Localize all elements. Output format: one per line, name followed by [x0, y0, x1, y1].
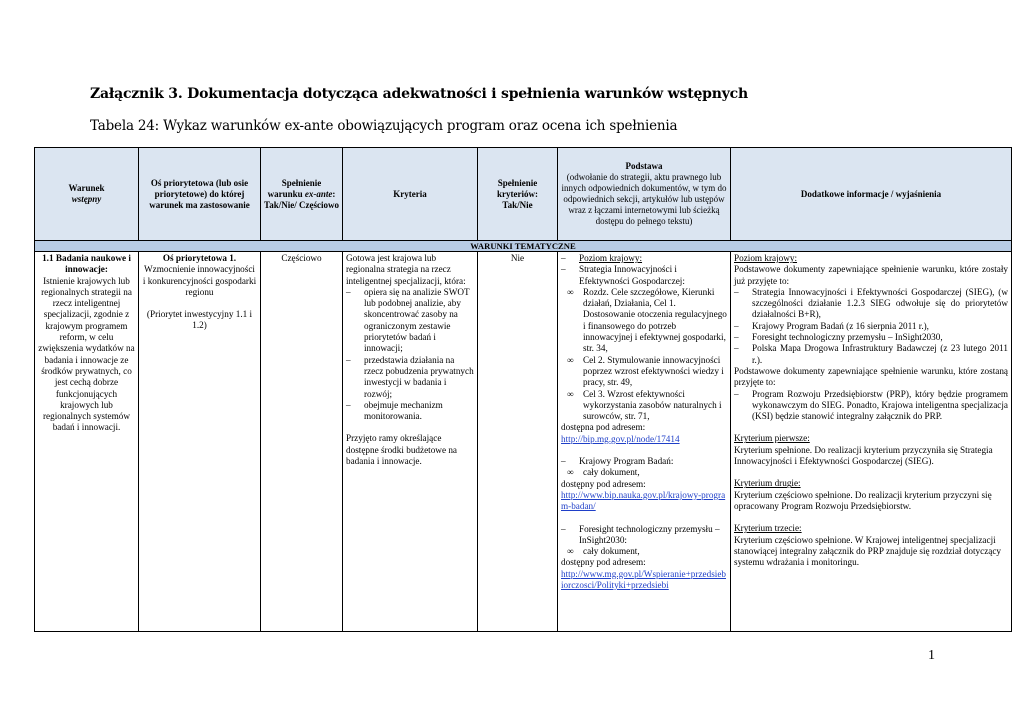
k2-title: Kryterium drugie:: [734, 478, 801, 489]
list-item: – Polska Mapa Drogowa Infrastruktury Badawczej (z 23 lutego 2011 r.).: [734, 343, 1008, 366]
header-warunek: Warunek wstępny: [35, 148, 139, 241]
list-item: – Program Rozwoju Przedsiębiorstw (PRP), który będzie programem wykonawczym do SIEG. Ponadto, Krajowa inteligentna specjalizacja (KSI) będzie stanowić integralny załącznik do PRP.: [734, 389, 1008, 423]
basis-link-3[interactable]: http://www.mg.gov.pl/Wspieranie+przedsiebiorczosci/Polityki+przedsiebi: [561, 568, 726, 591]
list-item: – Krajowy Program Badań (z 16 sierpnia 2011 r.),: [734, 321, 1008, 332]
condition-cell: [35, 252, 139, 632]
header-dodatkowe: Dodatkowe informacje / wyjaśnienia: [731, 148, 1012, 241]
k1-title: Kryterium pierwsze:: [734, 433, 810, 444]
list-item: ∞ Cel 2. Stymulowanie innowacyjności poprzez wzrost efektywności wiedzy i pracy, str. 49,: [561, 355, 727, 389]
axis-title: Oś priorytetowa 1.: [162, 253, 237, 263]
list-item: – Foresight technologiczny przemysłu – InSight2030,: [734, 332, 1008, 343]
basis-list: [561, 524, 727, 547]
axis-text: Wzmocnienie innowacyjności i konkurencyjności gospodarki regionu: [142, 264, 257, 297]
list-item: ∞ cały dokument,: [561, 467, 727, 478]
basis-sublist: [561, 287, 727, 423]
header-os: Oś priorytetowa (lub osie priorytetowe) do której warunek ma zastosowanie: [139, 148, 261, 241]
list-item: – Krajowy Program Badań:: [561, 456, 727, 467]
info-level: Poziom krajowy:: [734, 253, 798, 263]
page-number: 1: [928, 648, 935, 663]
k3-text: Kryterium częściowo spełnione. W Krajowej inteligentnej specjalizacji stanowiącej integralny załącznik do PRP znajduje się rozdział dotyczący systemu wdrażania i monitoringu.: [734, 534, 1002, 568]
criteria-intro: Gotowa jest krajowa lub regionalna strategia na rzecz inteligentnej specjalizacji, która:: [346, 253, 466, 286]
list-item: ∞ cały dokument,: [561, 546, 727, 557]
crit-fulfil-cell: Nie: [478, 252, 558, 632]
k2-text: Kryterium częściowo spełnione. Do realizacji kryterium przyczyni się opracowany Program Rozwoju Przedsiębiorstw.: [734, 489, 992, 511]
table-title: Tabela 24: Wykaz warunków ex-ante obowiązujących program oraz ocena ich spełnienia: [90, 118, 678, 134]
header-spelnienie-warunku: Spełnienie warunku ex-ante: Tak/Nie/ Częściowo: [261, 148, 343, 241]
band-row: [35, 241, 1012, 252]
list-item: – opiera się na analizie SWOT lub podobnej analizie, aby skoncentrować zasoby na ograniczonym zestawie priorytetów badań i innowacji;: [346, 287, 474, 355]
criteria-cell: [343, 252, 478, 632]
header-spelnienie-kryteriow: Spełnienie kryteriów: Tak/Nie: [478, 148, 558, 241]
list-item: ∞ Cel 3. Wzrost efektywności wykorzystania zasobów naturalnych i surowców, str. 71,: [561, 389, 727, 423]
info-cell: [731, 252, 1012, 632]
table-row: [35, 252, 1012, 632]
basis-link-1[interactable]: http://bip.mg.gov.pl/node/17414: [561, 433, 680, 444]
band-warunki-tematyczne: WARUNKI TEMATYCZNE: [35, 241, 1012, 252]
basis-avail: dostępny pod adresem:: [561, 478, 646, 489]
condition-title: 1.1 Badania naukowe i innowacje:: [42, 253, 131, 275]
criteria-outro: Przyjęto ramy określające dostępne środki budżetowe na badania i innowacje.: [346, 433, 457, 467]
axis-note: (Priorytet inwestycyjny 1.1 i 1.2): [146, 309, 253, 331]
list-item: – Poziom krajowy:: [561, 253, 727, 264]
basis-cell: [558, 252, 731, 632]
list-item: – Strategia Innowacyjności i Efektywności Gospodarczej:: [561, 264, 727, 287]
header-podstawa: Podstawa (odwołanie do strategii, aktu prawnego lub innych odpowiednich dokumentów, w tym do odpowiednich sekcji, artykułów lub ustępów wraz z łączami internetowymi lub ścieżką dostępu do pełnego tekstu): [558, 148, 731, 241]
header-row: [35, 148, 1012, 241]
basis-list: [561, 456, 727, 467]
info-todo-list: [734, 389, 1008, 423]
list-item: – Strategia Innowacyjności i Efektywności Gospodarczej (SIEG), (w szczególności działanie 1.2.3 SIEG odwołuje się do priorytetów działalności B+R),: [734, 287, 1008, 321]
info-todo: Podstawowe dokumenty zapewniające spełnienie warunku, które zostaną przyjęte to:: [734, 365, 1008, 388]
basis-link-2[interactable]: http://www.bip.nauka.gov.pl/krajowy-program-badan/: [561, 489, 726, 512]
basis-sublist: [561, 546, 727, 557]
info-adopted: Podstawowe dokumenty zapewniające spełnienie warunku, które zostały już przyjęte to:: [734, 264, 1008, 286]
info-adopted-list: [734, 287, 1008, 366]
list-item: – przedstawia działania na rzecz pobudzenia prywatnych inwestycji w badania i rozwój;: [346, 355, 474, 400]
basis-avail: dostępny pod adresem:: [561, 557, 646, 568]
header-kryteria: Kryteria: [343, 148, 478, 241]
condition-text: Istnienie krajowych lub regionalnych strategii na rzecz inteligentnej specjalizacji, zgodnie z krajowym programem reform, w celu zwiększenia wydatków na badania i innowacje ze środków prywatnych, co jest cechą dobrze funkcjonujących krajowych lub regionalnych systemów badań i innowacji.: [38, 275, 135, 433]
k1-text: Kryterium spełnione. Do realizacji kryterium przyczyniła się Strategia Innowacyjności i Efektywności Gospodarczej (SIEG).: [734, 444, 993, 467]
basis-sublist: [561, 467, 727, 478]
axis-cell: [139, 252, 261, 632]
fulfil-cell: Częściowo: [261, 252, 343, 632]
criteria-list: [346, 287, 474, 423]
list-item: – obejmuje mechanizm monitorowania.: [346, 400, 474, 423]
list-item: – Foresight technologiczny przemysłu – InSight2030:: [561, 524, 727, 547]
k3-title: Kryterium trzecie:: [734, 523, 802, 534]
page-heading: Załącznik 3. Dokumentacja dotycząca adekwatności i spełnienia warunków wstępnych: [90, 86, 748, 102]
list-item: ∞ Rozdz. Cele szczegółowe, Kierunki działań, Działania, Cel 1. Dostosowanie otoczenia regulacyjnego i finansowego do potrzeb innowacyjnej i efektywnej gospodarki, str. 34,: [561, 287, 727, 355]
ex-ante-table: [34, 147, 1012, 632]
basis-list: [561, 253, 727, 287]
basis-avail: dostępna pod adresem:: [561, 422, 646, 433]
